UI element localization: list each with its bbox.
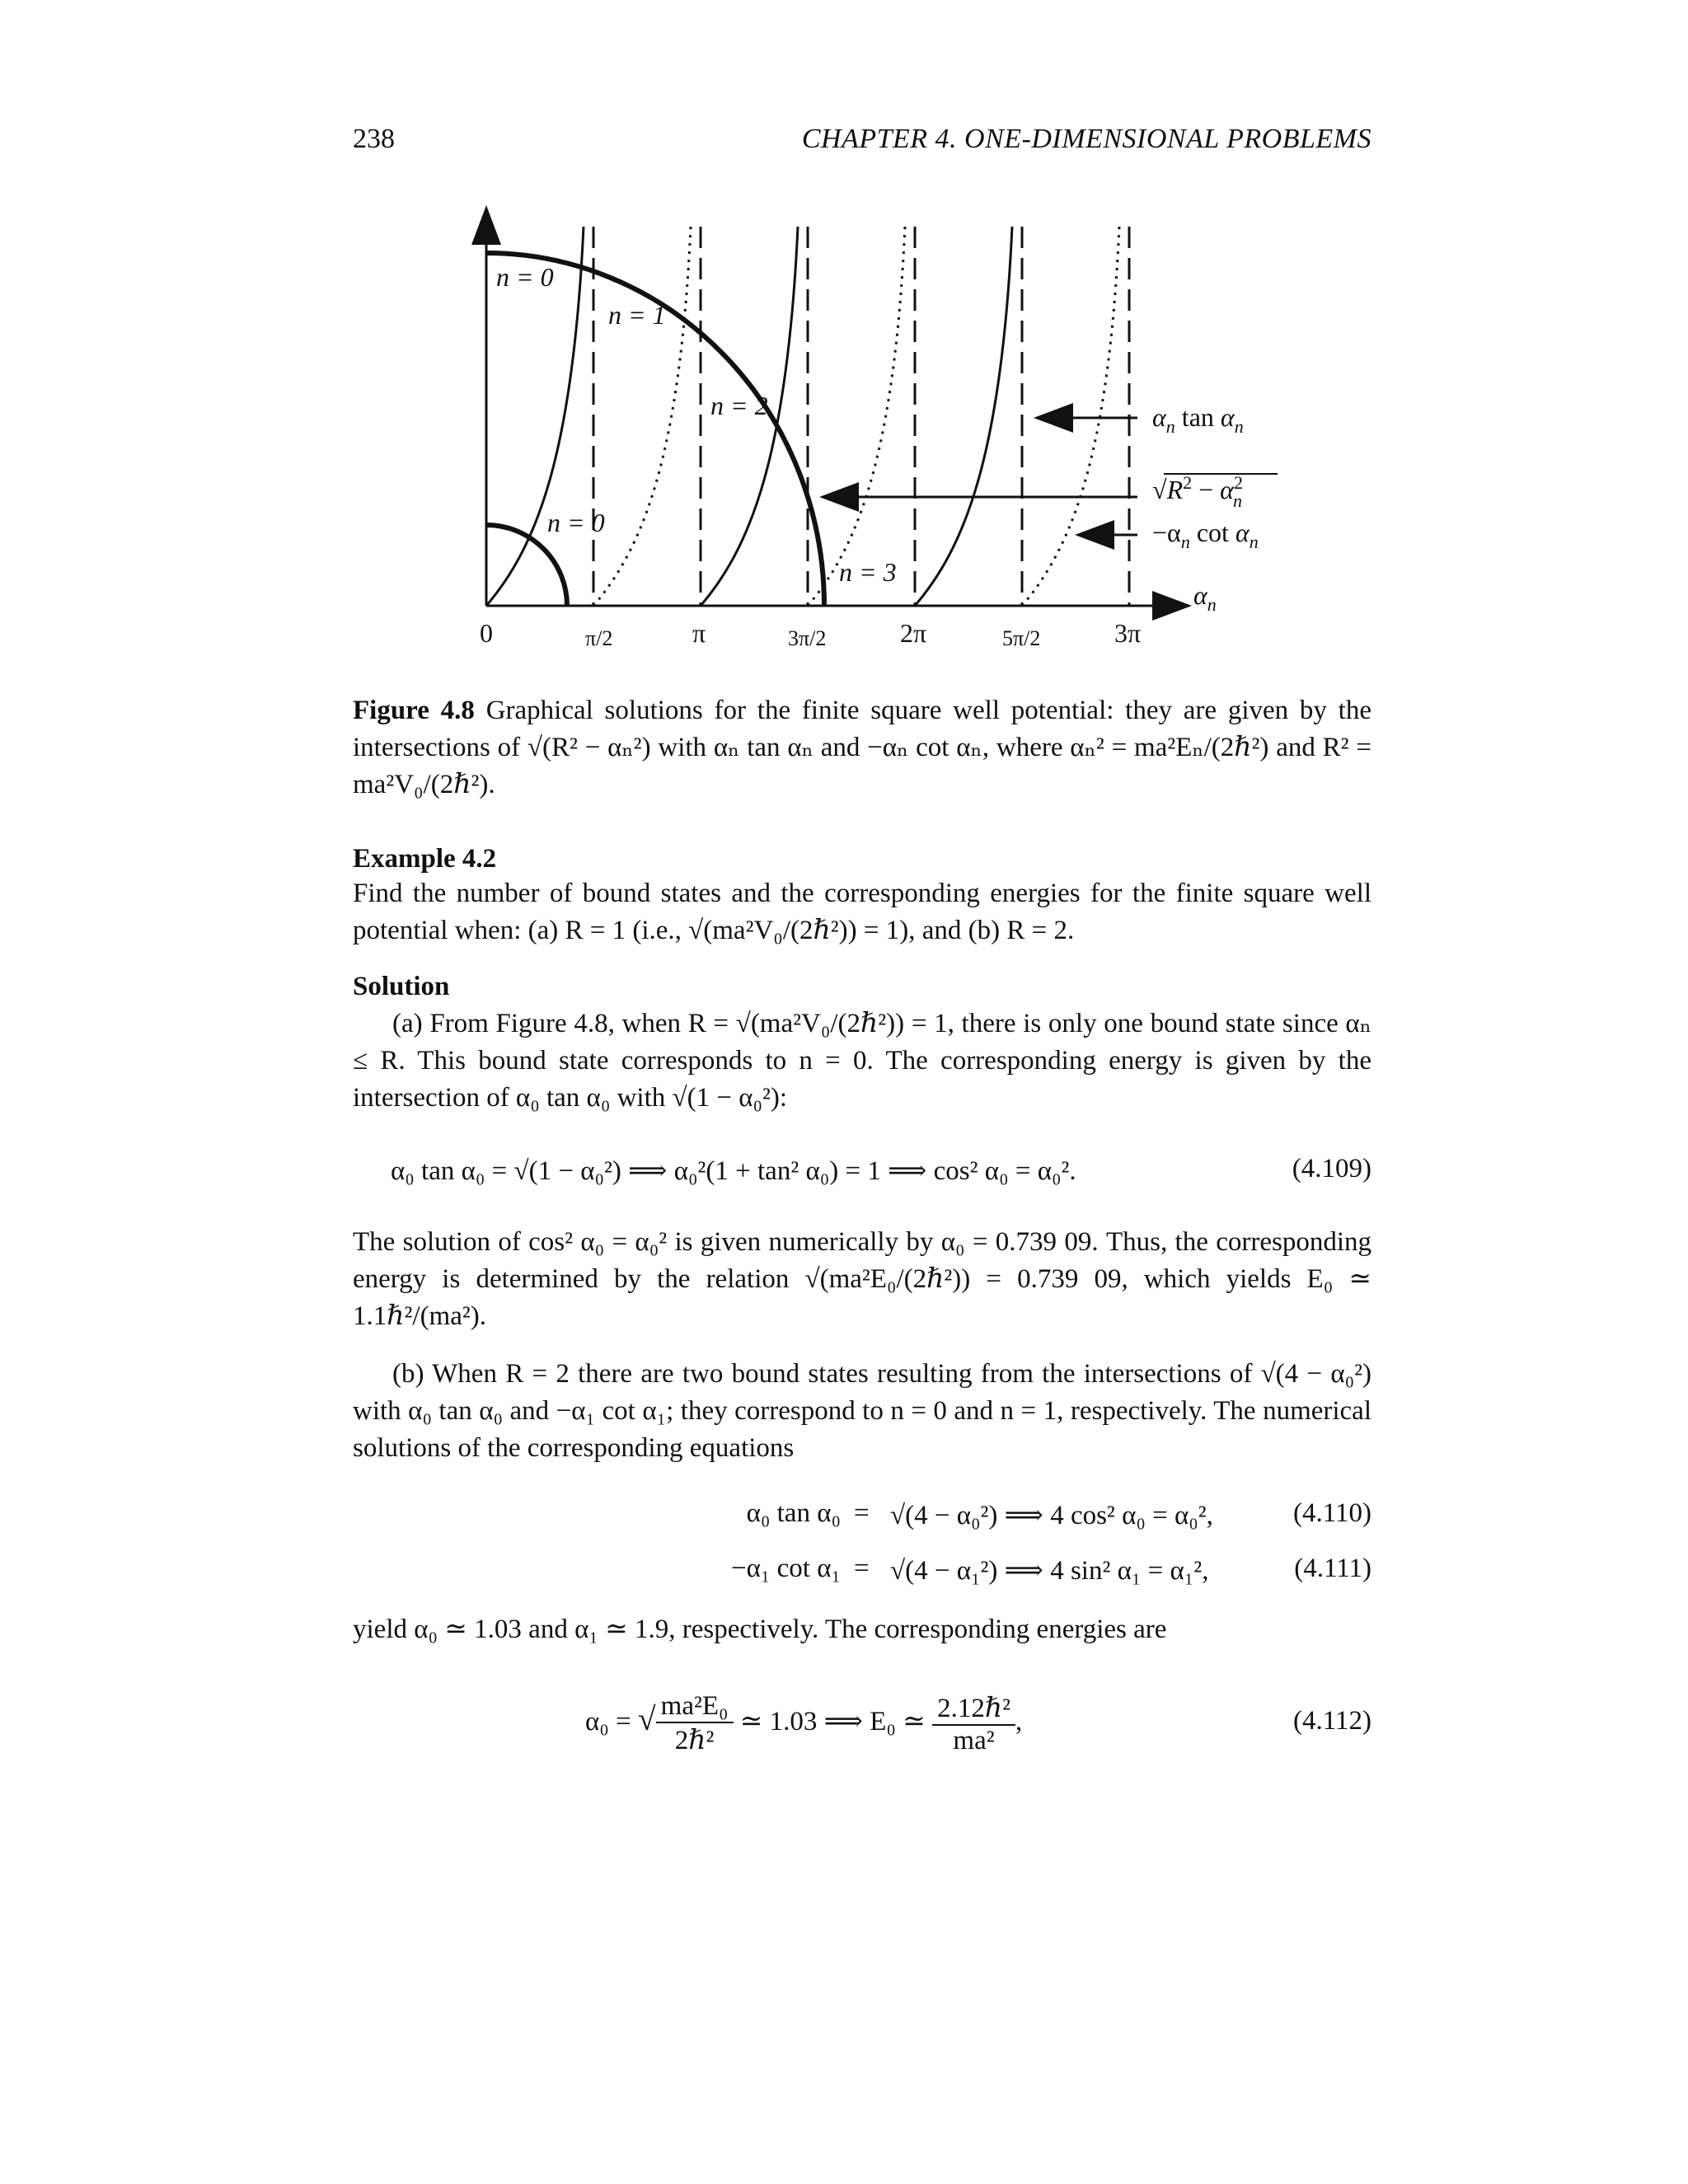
label-tan: $\alpha_n$ $\tan \alpha_n$ xyxy=(1152,402,1244,437)
equation-4-110-eq: = xyxy=(854,1498,870,1528)
equation-number-4-109: (4.109) xyxy=(1292,1154,1372,1183)
label-n2: n = 2 xyxy=(710,391,768,420)
solution-paragraph-energies: yield α₀ ≃ 1.03 and α₁ ≃ 1.9, respectively. The corresponding energies are xyxy=(353,1615,1167,1644)
caption-label: Figure 4.8 xyxy=(353,696,475,725)
tick-pi-2: π/2 xyxy=(585,626,613,650)
cot-curve-n5 xyxy=(1022,227,1119,606)
label-sqrt: $√R^2 - \alpha^2$ n xyxy=(1152,472,1243,511)
equation-4-109: α₀ tan α₀ = √(1 − α₀²) ⟹ α₀²(1 + tan² α₀) = 1 ⟹ cos² α₀ = α₀². xyxy=(391,1156,1076,1186)
label-axis: $\alpha_n$ xyxy=(1193,580,1217,615)
equation-4-111-rhs: √(4 − α₁²) ⟹ 4 sin² α₁ = α₁², xyxy=(890,1556,1209,1586)
solution-paragraph-b: (b) When R = 2 there are two bound states resulting from the intersections of √(4 − α₀²) with α₀ tan α₀ and −α₁ cot α₁; they correspond to n = 0 and n = 1, respectively. The numerical solutions of the corresponding equations xyxy=(353,1359,1372,1463)
tick-2pi: 2π xyxy=(900,618,927,648)
tan-curve-n4 xyxy=(915,227,1012,606)
cot-curve-n1 xyxy=(593,227,691,606)
solution-title: Solution xyxy=(353,972,450,1001)
tick-3pi: 3π xyxy=(1114,618,1142,648)
label-cot: $-\alpha_n$ $\cot \alpha_n$ xyxy=(1152,518,1259,552)
page-number: 238 xyxy=(353,124,395,154)
running-title: CHAPTER 4. ONE-DIMENSIONAL PROBLEMS xyxy=(801,124,1372,154)
example-body: Find the number of bound states and the corresponding energies for the finite square well potential when: (a) R = 1 (i.e., √(ma²V₀/(2ℏ²)) = 1), and (b) R = 2. xyxy=(353,879,1372,945)
tick-5pi-2: 5π/2 xyxy=(1002,626,1041,650)
eq112-energy-fraction: $\frac{\text{2.12ℏ²}}{\text{ma²}}$ xyxy=(932,1691,1015,1756)
eq112-fraction: $\frac{\text{ma²E₀}}{\text{2ℏ²}}$ xyxy=(656,1691,734,1756)
tick-3pi-2: 3π/2 xyxy=(788,626,827,650)
eq112-mid: ≃ 1.03 ⟹ E₀ ≃ xyxy=(739,1707,926,1737)
figure-4-8 xyxy=(462,194,1335,672)
equation-4-110-rhs: √(4 − α₀²) ⟹ 4 cos² α₀ = α₀², xyxy=(890,1501,1213,1530)
equation-4-112: α₀ = √ $\frac{\text{ma²E₀}}{\text{2ℏ²}}$ ≃ 1.03 ⟹ E₀ ≃ $\frac{\text{2.12ℏ²}}{\text{ma²}}$ , xyxy=(585,1691,1023,1755)
solution-paragraph-numeric: The solution of cos² α₀ = α₀² is given numerically by α₀ = 0.739 09. Thus, the corresponding energy is determined by the relation √(ma²E₀/(2ℏ²)) = 0.739 09, which yields E₀ ≃ 1.1ℏ²/(ma²). xyxy=(353,1227,1372,1331)
tick-0: 0 xyxy=(480,618,493,648)
tick-pi: π xyxy=(692,618,706,648)
eq112-lhs: α₀ xyxy=(585,1707,609,1737)
label-n3: n = 3 xyxy=(839,557,897,587)
equation-number-4-112: (4.112) xyxy=(1292,1706,1372,1736)
label-n1: n = 1 xyxy=(608,300,666,330)
equation-number-4-111: (4.111) xyxy=(1294,1554,1372,1583)
equation-4-110-lhs: α₀ tan α₀ xyxy=(746,1498,841,1528)
equation-4-111-lhs: −α₁ cot α₁ xyxy=(730,1554,841,1583)
equation-number-4-110: (4.110) xyxy=(1292,1498,1372,1528)
figure-caption xyxy=(353,692,1372,804)
label-n0-small: n = 0 xyxy=(547,508,605,537)
equation-4-111-eq: = xyxy=(854,1554,870,1583)
caption-text: Graphical solutions for the finite square well potential: they are given by the intersections of √(R² − αₙ²) with αₙ tan αₙ and −αₙ cot αₙ, where αₙ² = ma²Eₙ/(2ℏ²) and R² = ma²V₀/(2ℏ²). xyxy=(353,696,1372,799)
solution-paragraph-a: (a) From Figure 4.8, when R = √(ma²V₀/(2ℏ²)) = 1, there is only one bound state since αₙ ≤ R. This bound state corresponds to n = 0. The corresponding energy is given by the intersection of α₀ tan α₀ with √(1 − α₀²): xyxy=(353,1009,1372,1113)
example-title: Example 4.2 xyxy=(353,844,497,874)
label-n0-top: n = 0 xyxy=(496,262,554,292)
